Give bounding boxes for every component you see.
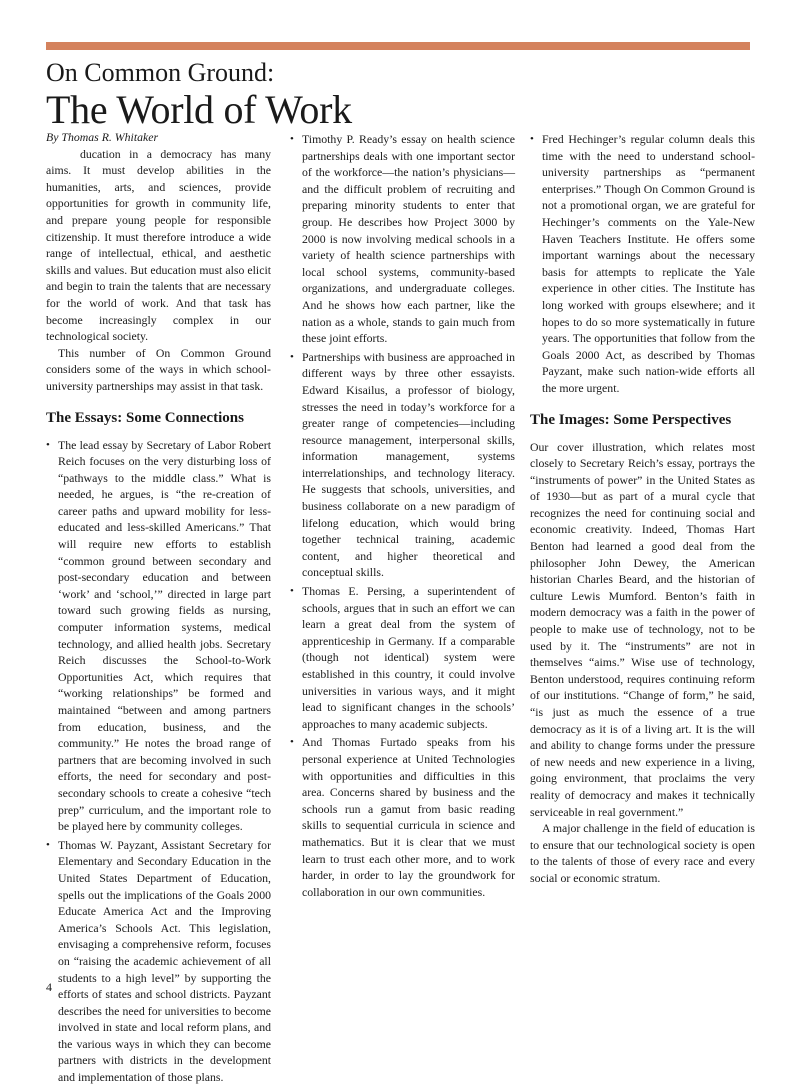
images-paragraph-2: A major challenge in the field of education is to ensure that our technological society is open to the talents of those of every race and every social or economic stratum. bbox=[530, 821, 755, 885]
header-rule bbox=[46, 42, 750, 50]
essay-item-ready bbox=[290, 131, 515, 347]
essay-text: The lead essay by Secretary of Labor Robert Reich focuses on the very disturbing loss of “pathways to the middle class.” What is needed, he argues, is “the re-creation of career paths and upward mobility for less-educated and less-skilled Americans.” That will require new efforts to establish “common ground between secondary and post-secondary education and between ‘work’ and ‘school,’” directed in large part toward such growing fields as nursing, computer information systems, medical technology, and allied health jobs. Secretary Reich discusses the School-to-Work Opportunities Act, which requires that “working relationships” be formed and maintained “between and among partners from education, business, and the community.” He notes the broad range of partners that are becoming involved in such efforts, the need for secondary and post-secondary schools to create a cohesive “tech prep” curriculum, and the important role to be played here by community colleges. bbox=[58, 437, 271, 834]
column-1 bbox=[46, 129, 271, 1086]
bullet-icon: • bbox=[530, 133, 534, 145]
essays-heading: The Essays: Some Connections bbox=[46, 409, 244, 426]
essay-text: And Thomas Furtado speaks from his personal experience at United Technologies with opportunities and difficulties in this area. Concerns shared by business and the schools run a gamut from basic reading skills to sequential curricula in science and mathematics. But it is clear that we must learn to trust each other more, and to work harder, in order to lay the groundwork for collaboration in our own communities. bbox=[302, 735, 515, 899]
bullet-icon: • bbox=[290, 133, 294, 145]
intro-paragraph-2: This number of On Common Ground considers some of the ways in which school-university partnerships may assist in that task. bbox=[46, 345, 271, 393]
column-2 bbox=[290, 129, 515, 900]
kicker: On Common Ground: bbox=[46, 58, 275, 87]
images-paragraph-1: Our cover illustration, which relates most closely to Secretary Reich’s essay, portrays the “instruments of power” in the United States as of 1930—but as part of a mural cycle that recognizes the need for continuing social and economic creativity. Indeed, Thomas Hart Benton had learned a good deal from the philosopher John Dewey, the American historian Charles Beard, and the historian of culture Lewis Mumford. Benton’s faith in modern democracy was a faith in the power of people to make use of technology, not to be used by it. The “instruments” are not in themselves “aims.” Wise use of technology, Benton understood, requires continuing reform of our institutions. “Change of form,” he said, “is just as much the essence of a true democracy as it is of a living art. It is the will and ability to change forms under the pressure of new needs and new experience in a living, going environment, that proclaims the very reality of democracy and makes it technically serviceable in real government.” bbox=[530, 439, 755, 819]
headline: The World of Work bbox=[46, 87, 352, 132]
bullet-icon: • bbox=[46, 838, 50, 851]
essay-item-reich bbox=[46, 437, 271, 835]
images-heading: The Images: Some Perspectives bbox=[530, 411, 732, 428]
essay-text: Partnerships with business are approached in different ways by three other essayists. Edward Kisailus, a professor of biology, stresses the need in today’s workforce for a greater range of competencies—including resource management, interpersonal skills, information management, systems interrelationships, and technology literacy. He suggests that schools, universities, and business collaborate on a new paradigm of lifelong education, which would bring together technical training, academic content, and higher theoretical and conceptual skills. bbox=[302, 349, 515, 580]
essay-item-persing bbox=[290, 583, 515, 732]
bullet-icon: • bbox=[290, 736, 294, 749]
intro-paragraph-1: ducation in a democracy has many aims. It must develop abilities in the humanities, arts, and sciences, provide opportunities for growth in community life, and prepare young people for responsible citizenship. It must therefore introduce a wide range of intellectual, ethical, and aesthetic skills and values. But education must also elicit and begin to train the talents that are necessary for the world of work. And that task has become increasingly complex in our technological society. bbox=[46, 146, 271, 344]
page-number: 4 bbox=[46, 980, 52, 994]
bullet-icon: • bbox=[290, 350, 294, 363]
essay-item-furtado bbox=[290, 734, 515, 900]
byline: By Thomas R. Whitaker bbox=[46, 130, 159, 144]
essay-text: Fred Hechinger’s regular column deals this time with the need to understand school-university partnerships as “permanent enterprises.” Though On Common Ground is not a promotional organ, we are grateful for Hechinger’s comments on the Yale-New Haven Teachers Institute. He offers some important warnings about the necessary basis for attempts to replicate the Yale experience in other cities. The Institute has long worked with groups elsewhere; and it hopes to do so more systematically in future years. The opportunities that follow from the Goals 2000 Act, as described by Thomas Payzant, make such nation-wide efforts all the more urgent. bbox=[542, 132, 755, 395]
essay-text: Thomas E. Persing, a superintendent of schools, argues that in such an effort we can learn a great deal from the system of apprenticeship in Germany. If a comparable (though not identical) system were established in this country, it could involve universities in various ways, and it might lead to significant changes in the schools’ approaches to many academic subjects. bbox=[302, 584, 515, 731]
essay-text: Thomas W. Payzant, Assistant Secretary for Elementary and Secondary Education in the United States Department of Education, spells out the implications of the Goals 2000 Educate America Act and the Improving America’s Schools Act. This legislation, envisaging a comprehensive reform, focuses on “raising the academic achievement of all students to a high level” by supporting the efforts of states and school districts. Payzant describes the need for universities to become involved in state and local reform plans, and the various ways in which they can become partners with districts in the development and implementation of those plans. bbox=[58, 837, 271, 1085]
bullet-icon: • bbox=[46, 438, 50, 451]
essay-item-hechinger bbox=[530, 131, 755, 397]
essay-text: Timothy P. Ready’s essay on health science partnerships deals with one important sector of the workforce—the nation’s physicians—and the difficult problem of recruiting and preparing minority students to enter that group. He describes how Project 3000 by 2000 is now involving medical schools in a variety of health science partnerships with local school systems, community-based organizations, and undergraduate colleges. And he shows how each partner, like the nation as a whole, stands to gain much from these joint efforts. bbox=[302, 132, 515, 346]
essay-item-kisailus bbox=[290, 349, 515, 581]
bullet-icon: • bbox=[290, 585, 294, 598]
essay-item-payzant bbox=[46, 837, 271, 1086]
column-3 bbox=[530, 129, 755, 887]
